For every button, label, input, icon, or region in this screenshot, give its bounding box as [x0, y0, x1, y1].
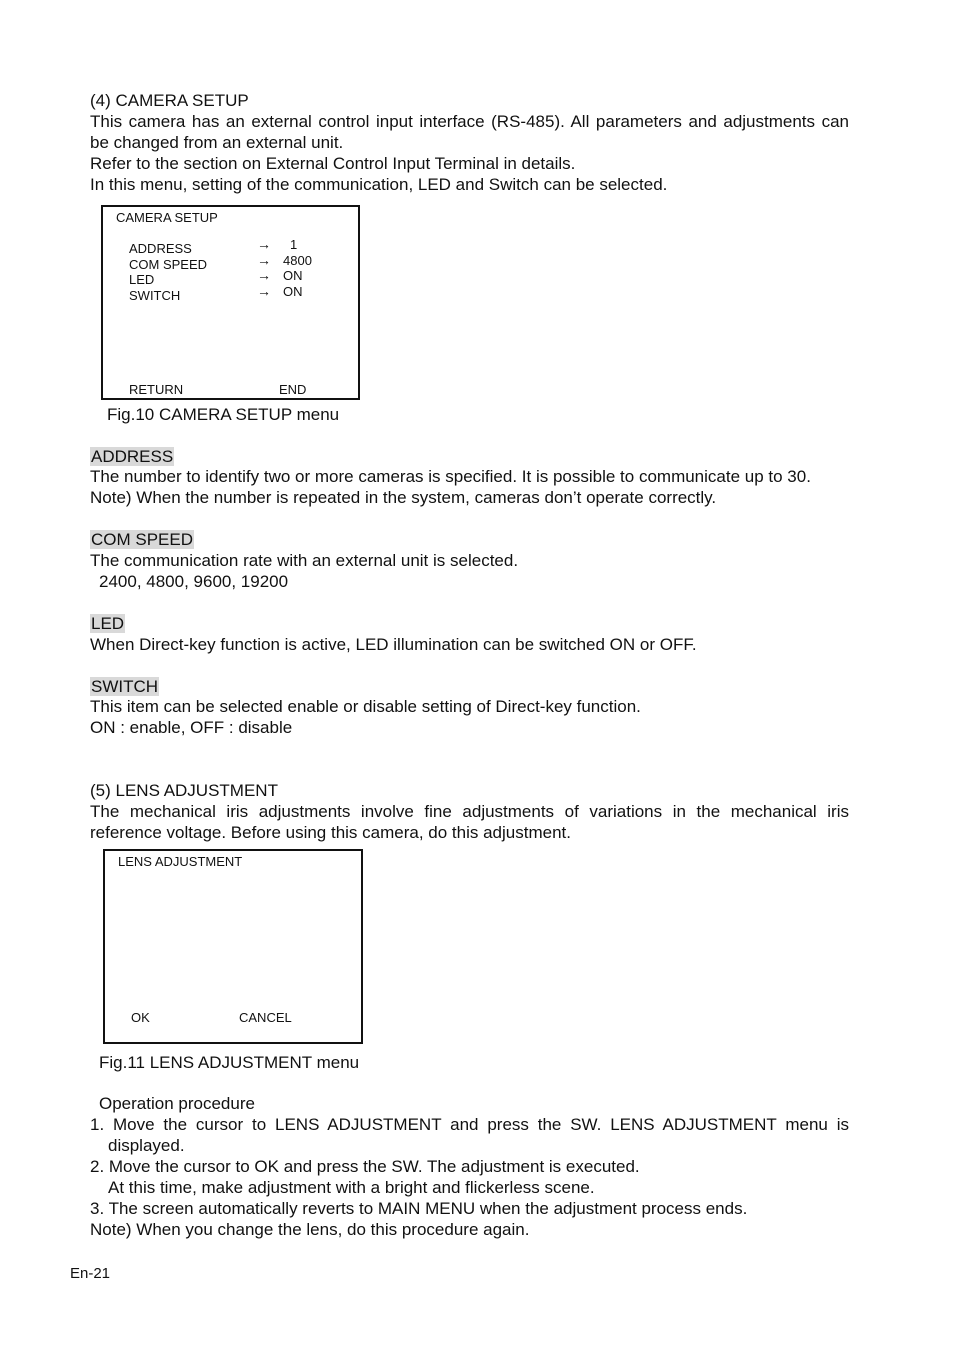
lens-adjustment-intro-line: reference voltage. Before using this camera, do this adjustment.: [90, 823, 571, 842]
lens-adjustment-heading: (5) LENS ADJUSTMENT: [90, 781, 278, 800]
camera-setup-heading: (4) CAMERA SETUP: [90, 91, 249, 110]
menu-item-led-label: LED: [129, 272, 155, 287]
com-speed-options: 2400, 4800, 9600, 19200: [99, 572, 289, 591]
address-section-title: ADDRESS: [91, 447, 174, 466]
camera-setup-intro-line: be changed from an external unit.: [90, 133, 344, 152]
fig11-caption: Fig.11 LENS ADJUSTMENT menu: [99, 1053, 360, 1072]
menu-return-option: RETURN: [129, 382, 184, 397]
menu-end-option: END: [279, 382, 307, 397]
menu-cancel-option: CANCEL: [239, 1010, 292, 1025]
procedure-step-1-cont: displayed.: [108, 1136, 185, 1155]
menu-title: CAMERA SETUP: [116, 210, 218, 225]
menu-title: LENS ADJUSTMENT: [118, 854, 243, 869]
camera-setup-menu-figure: [101, 205, 360, 400]
lens-adjustment-intro-line: The mechanical iris adjustments involve fine adjustments of variations in the mechanical iris: [90, 802, 849, 821]
switch-description: This item can be selected enable or disable setting of Direct-key function.: [90, 697, 641, 716]
menu-item-com-speed-label: COM SPEED: [129, 257, 208, 272]
switch-options: ON : enable, OFF : disable: [90, 718, 293, 737]
address-note: Note) When the number is repeated in the system, cameras don’t operate correctly.: [90, 488, 717, 507]
procedure-title: Operation procedure: [99, 1094, 255, 1113]
switch-section-title: SWITCH: [91, 677, 159, 696]
led-description: When Direct-key function is active, LED illumination can be switched ON or OFF.: [90, 635, 697, 654]
procedure-step-2: 2. Move the cursor to OK and press the SW. The adjustment is executed.: [90, 1157, 640, 1176]
arrow-right-icon: →: [257, 267, 271, 283]
menu-item-address-value: 1: [290, 237, 298, 252]
arrow-right-icon: →: [257, 252, 271, 268]
com-speed-section-title: COM SPEED: [91, 530, 194, 549]
camera-setup-intro-line: This camera has an external control input interface (RS-485). All parameters and adjustments can: [90, 112, 849, 131]
camera-setup-intro-line: Refer to the section on External Control Input Terminal in details.: [90, 154, 576, 173]
menu-item-led-value: ON: [283, 268, 303, 283]
menu-item-switch-label: SWITCH: [129, 288, 181, 303]
arrow-right-icon: →: [257, 236, 271, 252]
menu-item-address-label: ADDRESS: [129, 241, 192, 256]
com-speed-description: The communication rate with an external unit is selected.: [90, 551, 519, 570]
led-section-title: LED: [91, 614, 125, 633]
page-number: En-21: [70, 1265, 111, 1282]
arrow-right-icon: →: [257, 283, 271, 299]
procedure-step-2-cont: At this time, make adjustment with a bright and flickerless scene.: [108, 1178, 595, 1197]
fig10-caption: Fig.10 CAMERA SETUP menu: [107, 405, 340, 424]
menu-item-com-speed-value: 4800: [283, 253, 312, 268]
procedure-step-1: 1. Move the cursor to LENS ADJUSTMENT and press the SW. LENS ADJUSTMENT menu is: [90, 1115, 849, 1134]
procedure-step-3: 3. The screen automatically reverts to MAIN MENU when the adjustment process ends.: [90, 1199, 748, 1218]
menu-ok-option: OK: [131, 1010, 150, 1025]
menu-item-switch-value: ON: [283, 284, 303, 299]
address-description: The number to identify two or more cameras is specified. It is possible to communicate up to 30.: [90, 467, 811, 486]
camera-setup-intro-line: In this menu, setting of the communication, LED and Switch can be selected.: [90, 175, 668, 194]
procedure-note: Note) When you change the lens, do this procedure again.: [90, 1220, 530, 1239]
lens-adjustment-menu-figure: [103, 849, 363, 1044]
